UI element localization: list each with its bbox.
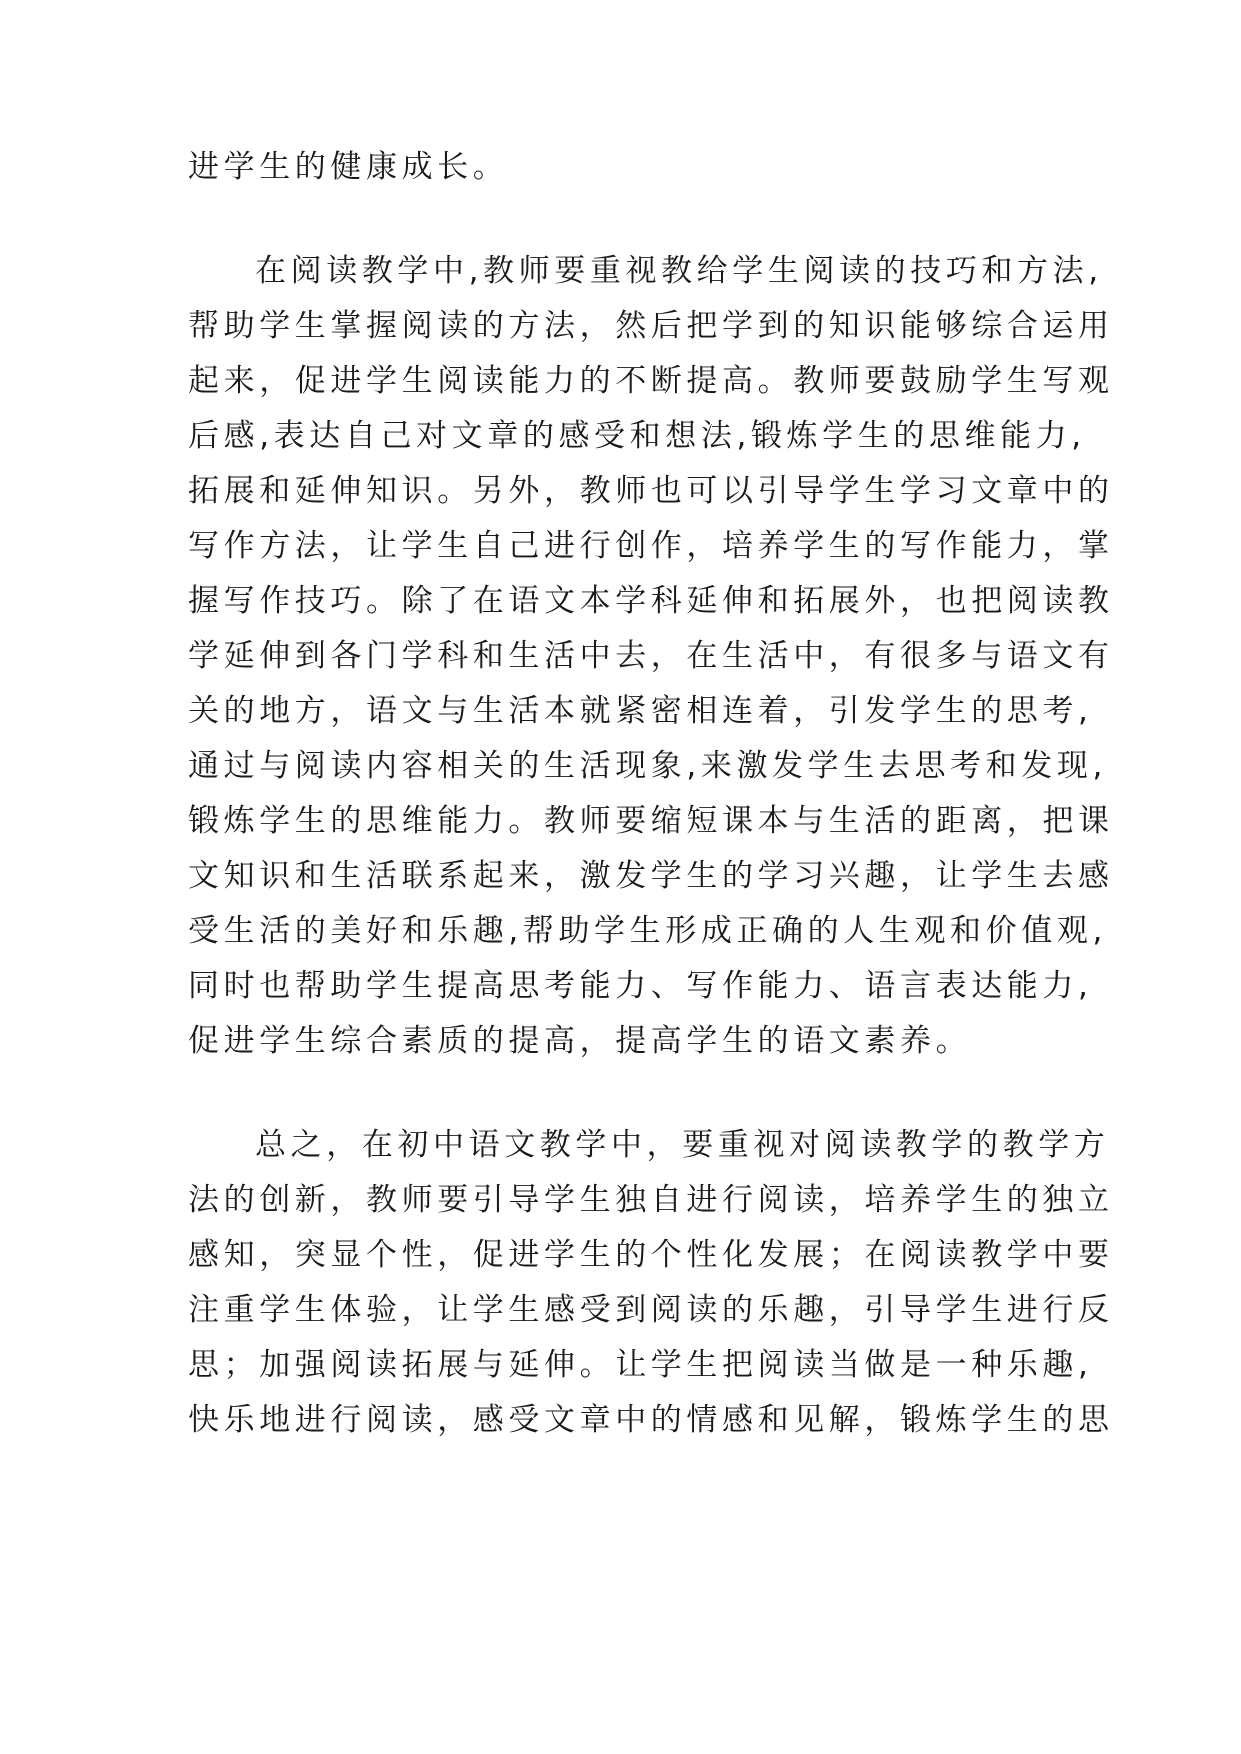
text-line: 锻炼学生的思维能力。教师要缩短课本与生活的距离，把课 [188,803,1114,839]
text-line: 感知，突显个性，促进学生的个性化发展；在阅读教学中要 [188,1237,1114,1273]
text-line: 后感,表达自己对文章的感受和想法,锻炼学生的思维能力, [188,418,1086,454]
text-line: 进学生的健康成长。 [188,149,509,185]
text-line: 起来，促进学生阅读能力的不断提高。教师要鼓励学生写观 [188,363,1114,399]
text-line: 促进学生综合素质的提高，提高学生的语文素养。 [188,1023,972,1059]
text-line: 总之，在初中语文教学中，要重视对阅读教学的教学方 [255,1127,1110,1163]
text-line: 握写作技巧。除了在语文本学科延伸和拓展外，也把阅读教 [188,583,1114,619]
text-line: 受生活的美好和乐趣,帮助学生形成正确的人生观和价值观, [188,913,1107,949]
text-line: 在阅读教学中,教师要重视教给学生阅读的技巧和方法, [255,253,1103,289]
text-line: 注重学生体验，让学生感受到阅读的乐趣，引导学生进行反 [188,1292,1114,1328]
text-line: 文知识和生活联系起来，激发学生的学习兴趣，让学生去感 [188,858,1114,894]
text-line: 同时也帮助学生提高思考能力、写作能力、语言表达能力, [188,968,1093,1004]
text-line: 思；加强阅读拓展与延伸。让学生把阅读当做是一种乐趣, [188,1347,1093,1383]
text-line: 拓展和延伸知识。另外，教师也可以引导学生学习文章中的 [188,473,1114,509]
text-line: 写作方法，让学生自己进行创作，培养学生的写作能力，掌 [188,528,1114,564]
text-line: 快乐地进行阅读，感受文章中的情感和见解，锻炼学生的思 [188,1402,1114,1438]
text-line: 关的地方，语文与生活本就紧密相连着，引发学生的思考, [188,693,1093,729]
text-line: 法的创新，教师要引导学生独自进行阅读，培养学生的独立 [188,1182,1114,1218]
text-line: 学延伸到各门学科和生活中去，在生活中，有很多与语文有 [188,638,1114,674]
text-line: 帮助学生掌握阅读的方法，然后把学到的知识能够综合运用 [188,308,1114,344]
text-line: 通过与阅读内容相关的生活现象,来激发学生去思考和发现, [188,748,1107,784]
